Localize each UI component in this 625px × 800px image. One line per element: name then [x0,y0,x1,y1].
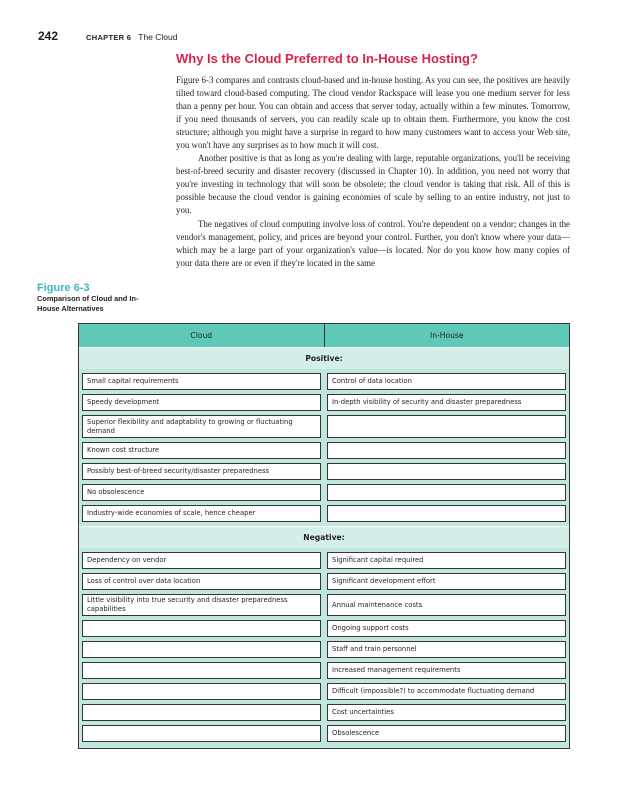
positive-band: Positive: [79,347,569,369]
in-house-cell: Annual maintenance costs [327,594,566,616]
paragraph: The negatives of cloud computing involve loss of control. You're dependent on a vendor; changes in the vendor's management, policy, and prices are beyond your control. Further, you don't know where your data—which may be a large part of your organization's value—is located. Nor do you know how many copies of your data there are or even if they're located in the same [176,218,570,268]
cloud-cell [82,641,321,658]
cloud-cell [82,725,321,742]
table-row [79,503,569,524]
in-house-cell [327,442,566,459]
in-house-cell: In-depth visibility of security and disaster preparedness [327,394,566,411]
in-house-cell: Significant development effort [327,573,566,590]
figure-caption: Comparison of Cloud and In-House Alternatives [37,294,139,313]
paragraph: Another positive is that as long as you're dealing with large, reputable organizations, you'll be receiving best-of-breed security and disaster recovery (discussed in Chapter 10). In addition, you need not worry that you're investing in technology that will soon be obsolete; the cloud vendor is taking that risk. All of this is possible because the cloud vendor is gaining economies of scale by selling to an entire industry, not just to you. [176,153,570,216]
cloud-cell: Possibly best-of-breed security/disaster preparedness [82,463,321,480]
cloud-cell: Little visibility into true security and disaster preparedness capabilities [82,594,321,616]
cloud-cell: Speedy development [82,394,321,411]
table-row [79,413,569,440]
in-house-cell [327,484,566,501]
page-number: 242 [38,29,59,43]
cloud-cell: Superior flexibility and adaptability to growing or fluctuating demand [82,415,321,438]
cloud-cell: Known cost structure [82,442,321,459]
paragraph: Figure 6-3 compares and contrasts cloud-based and in-house hosting. As you can see, the positives are heavily tilted toward cloud-based computing. The cloud vendor Rackspace will lease you one medium server for less than a penny per hour. You can obtain and access that server today, actually within a few minutes. Tomorrow, if you need thousands of servers, you can readily scale up to obtain them. Furthermore, you know the cost structure; although you might have a surprise in regard to how many customers want to access your Web site, you won't have any surprises as to how much it will cost. [176,75,570,151]
table-row [79,461,569,482]
positive-rows [79,369,569,526]
comparison-table [78,323,570,749]
cloud-cell [82,704,321,721]
negative-band: Negative: [79,526,569,548]
table-row [79,681,569,702]
table-header-row [79,324,569,347]
table-row [79,550,569,571]
table-row [79,660,569,681]
in-house-cell: Cost uncertainties [327,704,566,721]
column-header-cloud: Cloud [190,331,213,340]
table-row [79,723,569,744]
cloud-cell: No obsolescence [82,484,321,501]
cloud-cell [82,683,321,700]
table-row [79,392,569,413]
in-house-cell [327,505,566,522]
in-house-cell [327,463,566,480]
section-heading: Why Is the Cloud Preferred to In-House Hosting? [176,51,478,66]
in-house-cell: Staff and train personnel [327,641,566,658]
cloud-cell: Loss of control over data location [82,573,321,590]
in-house-cell: Control of data location [327,373,566,390]
table-row [79,371,569,392]
table-row [79,592,569,618]
running-header [38,29,177,43]
in-house-cell: Ongoing support costs [327,620,566,637]
in-house-cell [327,415,566,438]
chapter-title: The Cloud [138,32,178,42]
table-row [79,440,569,461]
table-row [79,639,569,660]
in-house-cell: Increased management requirements [327,662,566,679]
in-house-cell: Significant capital required [327,552,566,569]
cloud-cell: Small capital requirements [82,373,321,390]
table-row [79,618,569,639]
cloud-cell [82,662,321,679]
column-header-in-house: In-House [324,324,570,347]
chapter-label: CHAPTER 6 [86,33,132,42]
cloud-cell: Industry-wide economies of scale, hence cheaper [82,505,321,522]
in-house-cell: Difficult (impossible?) to accommodate fluctuating demand [327,683,566,700]
cloud-cell [82,620,321,637]
figure-label: Figure 6-3 [37,282,90,294]
cloud-cell: Dependency on vendor [82,552,321,569]
table-row [79,571,569,592]
body-text [176,74,570,270]
in-house-cell: Obsolescence [327,725,566,742]
table-row [79,482,569,503]
table-row [79,702,569,723]
negative-rows [79,548,569,748]
